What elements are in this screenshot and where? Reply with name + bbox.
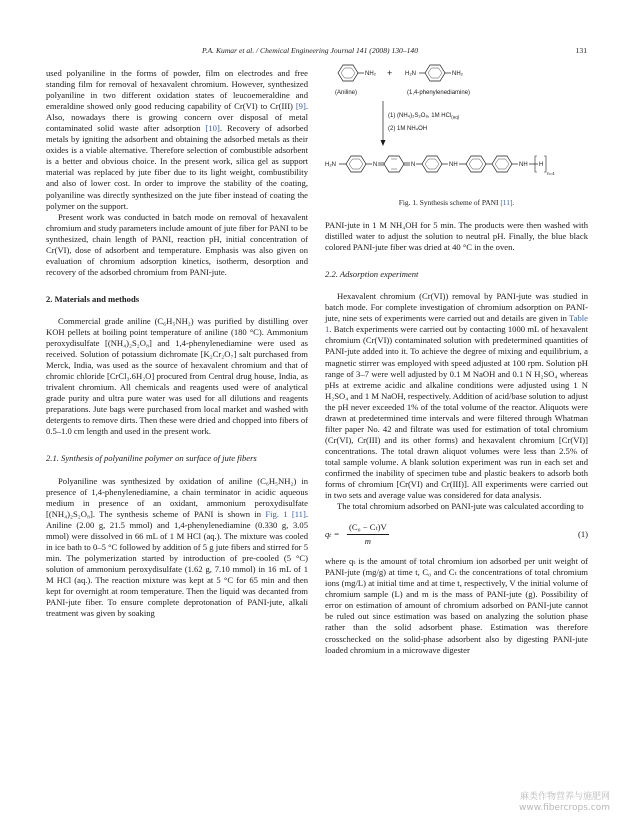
equation-fraction: [347, 522, 389, 547]
terminal-h: H: [539, 162, 544, 168]
figure-caption: Fig. 1. Synthesis scheme of PANI [11].: [398, 198, 515, 207]
section-heading-materials: 2. Materials and methods: [46, 293, 140, 304]
pda-nh2: NH₂: [452, 71, 463, 77]
product-ring-quinoid: [384, 156, 404, 172]
imine-n-2: N: [411, 162, 416, 168]
aniline-ring-inner: [341, 68, 355, 78]
repeat-subscript: n=4: [547, 171, 555, 176]
repeat-bracket-right: [544, 156, 546, 172]
equation-denominator: m: [364, 535, 371, 546]
figure-synthesis-scheme: [325, 60, 588, 197]
paragraph-chemicals: Commercial grade aniline (C₆H₅NH₂) was purified by distilling over KOH pellets at boiling point temperature of aniline (180 °C). Ammonium peroxydisulfate [(NH₄)₂S₂O₈] and 1,4-phenylenediamine were used as received. Solution of potassium dichromate [K₂Cr₂O₇] salt purchased from Merck, India, was used as the source of hexavalent chromium and that of chromic chloride [CrCl₃.6H₂O] procured from Central drug house, India, as trivalent chromium. All chemicals and reagents used were of analytical grade purity and ultra pure water was used for all dilutions and reagents preparations. Jute bags were purchased from local market and washed with detergents to remove dirts. Then these were dried and chopped into fibers of 0.5–1.0 cm length and used in the present work.: [46, 315, 308, 437]
reference-link-9[interactable]: [9]: [295, 101, 306, 112]
repeat-nh: NH: [519, 162, 528, 168]
right-column: [325, 60, 588, 656]
running-title: P.A. Kumar et al. / Chemical Engineering Journal 141 (2008) 130–140: [201, 46, 419, 55]
paragraph-synthesis: Polyaniline was synthesized by oxidation of aniline (C₆H₅NH₂) in presence of 1,4-phenylenediamine, a chain terminator in acidic aqueous medium in presence of an oxidant, ammonium peroxydisulfate [(NH₄)₂S₂O₈]. The synthesis scheme of PANI is shown in Fig. 1 [11]. Aniline (2.00 g, 21.5 mmol) and 1,4-phenylenediamine (0.330 g, 3.05 mmol) were dissolved in 66 mL of 1 M HCl (aq.). The mixture was cooled in ice bath to 0–5 °C followed by addition of 5 g jute fibers and stirred for 5 min. The polymerization started by introduction of pre-cooled (5 °C) solution of ammonium peroxydisulfate (1.62 g, 7.10 mmol) in 16 mL of 1 M HCl (aq.). The reaction mixture was kept at 5 °C for 65 min and then kept for overnight at room temperature. Then the liquid was decanted from PANI-jute fiber. To ensure complete deprotonation of PANI-jute, alkali treatment was given by soaking: [46, 475, 308, 619]
paragraph-batch-experiments: Hexavalent chromium (Cr(VI)) removal by PANI-jute was studied in batch mode. For complete investigation of chromium adsorption on PANI-jute, nine sets of experiments were carried out and details are given in Table 1. Batch experiments were carried out by contacting 1000 mL of hexavalent chromium (Cr(VI)) contaminated solution with predetermined quantities of PANI-jute added into it. To achieve the degree of mixing and equilibrium, a magnetic stirrer was employed with speed adjusted at 100 rpm. Solution pH range of 3–7 were well adjusted by 0.1 M NaOH and 0.1 N H₂SO₄ whereas pHs at extreme acidic and alkaline conditions were adjusted using 1 N H₂SO₄ and 1 M NaOH, respectively. Addition of acid/base solution to adjust the pH never exceeded 1% of the total volume of the reactor. Aliquots were drawn at predetermined time intervals and were filtered through Whatman filter paper No. 42 and filtrate was used for estimation of total chromium (Cr(VI), Cr(III) and its other forms) and hexavalent chromium [Cr(VI)] concentrations. The total drawn aliquot volumes were less than 2.5% of total sample volume. A blank solution experiment was run in each set and confirmed the inability of specimen tube and plastic beakers to adsorb both forms of chromium [Cr(VI) and Cr(III)]. All experiments were carried out in two sets and average value was considered for data analysis.: [325, 291, 588, 501]
reference-link-11[interactable]: [11]: [291, 508, 306, 519]
left-column: [46, 68, 308, 619]
step1-label: (1) (NH₄)₂S₂O₈, 1M HCl$_{(aq)}$: [388, 113, 460, 120]
equation-1: [325, 520, 588, 548]
step2-label: (2) 1M NH₄OH: [388, 126, 428, 132]
equation-number: (1): [577, 528, 588, 539]
reference-link-10[interactable]: [10]: [205, 123, 220, 134]
page-number: 131: [575, 46, 587, 55]
section-heading-synthesis: 2.1. Synthesis of polyaniline polymer on surface of jute fibers: [46, 453, 257, 464]
paragraph-intro-end: used polyaniline in the forms of powder, film on electrodes and free standing film for removal of hexavalent chromium. However, synthesized polyaniline in two different oxidation states of leucoemeraldine and emeraldine showed only good reducing capability of Cr(VI) to Cr(III) [9]. Also, nowadays there is growing concern over disposal of metal contaminated solid waste after adsorption [10]. Recovery of adsorbed metals by igniting the adsorbent and obtaining the adsorbed metals as their oxides is a viable alternative. Therefore selection of combustible adsorbent is a better and obvious choice. In the present work, silica gel as support material was replaced by jute fiber due to its light weight, combustibility and also of lower cost. In order to improve the stability of the coating, polyaniline was directly synthesized on the jute fiber instead of coating the polymer on the support.: [46, 68, 308, 211]
equation-numerator: (C₀ − Cₜ)V: [347, 522, 389, 535]
paragraph-where: where qₜ is the amount of total chromium ion adsorbed per unit weight of PANI-jute (mg/g) at time t, C₀ and Cₜ the concentrations of total chromium ions (mg/L) at initial time and at time t, respectively, V the initial volume of chromium sample (L) and m is the mass of PANI-jute (g). Possibility of error on estimation of amount of chromium adsorbed on PANI-jute cannot be ruled out since estimation was based on analyzing the solution phase rather than the solid adsorbent phase. Estimation was therefore crosschecked on the solid-phase adsorbent also by digesting PANI-jute loaded chromium in a microwave digester: [325, 556, 588, 655]
watermark: [519, 792, 610, 814]
paragraph-calculation: The total chromium adsorbed on PANI-jute was calculated according to: [337, 501, 584, 512]
caption-reference-link[interactable]: [11]: [500, 198, 513, 207]
amine-nh: NH: [449, 162, 458, 168]
watermark-line-1: 麻类作物营养与施肥网: [519, 792, 610, 802]
table-link-1[interactable]: Table 1: [325, 313, 588, 335]
pda-ring-inner: [428, 68, 442, 78]
paragraph-ammonia-wash: PANI-jute in 1 M NH₄OH for 5 min. The products were then washed with distilled water to adjust the solution to neutral pH. Finally, the blue black colored PANI-jute fiber was dried at 40 °C in the oven.: [325, 220, 588, 253]
pda-label: (1,4-phenylenediamine): [407, 90, 471, 96]
product-h2n: H₂N: [325, 162, 336, 168]
imine-n-1: N: [373, 162, 378, 168]
paragraph-present-work: Present work was conducted in batch mode on removal of hexavalent chromium and study parameters include amount of jute fiber for PANI to be synthesized, chain length of PANI, reaction pH, initial concentration of Cr(VI), dose of adsorbent and temperature. Emphasis was also given on evaluation of chromium adsorption kinetics, isotherm, desorption and recovery of the adsorbed chromium from PANI-jute.: [46, 211, 308, 277]
pda-h2n: H₂N: [405, 71, 416, 77]
reaction-arrowhead: [381, 140, 386, 146]
aniline-label: (Aniline): [335, 90, 358, 96]
watermark-line-2: www.fibercrops.com: [519, 803, 610, 813]
figure-link-1[interactable]: Fig. 1: [265, 508, 288, 519]
aniline-nh2: NH₂: [365, 71, 376, 77]
section-heading-adsorption: 2.2. Adsorption experiment: [325, 269, 419, 280]
plus-sign: +: [387, 68, 393, 78]
equation-lhs: qₜ =: [325, 528, 340, 539]
